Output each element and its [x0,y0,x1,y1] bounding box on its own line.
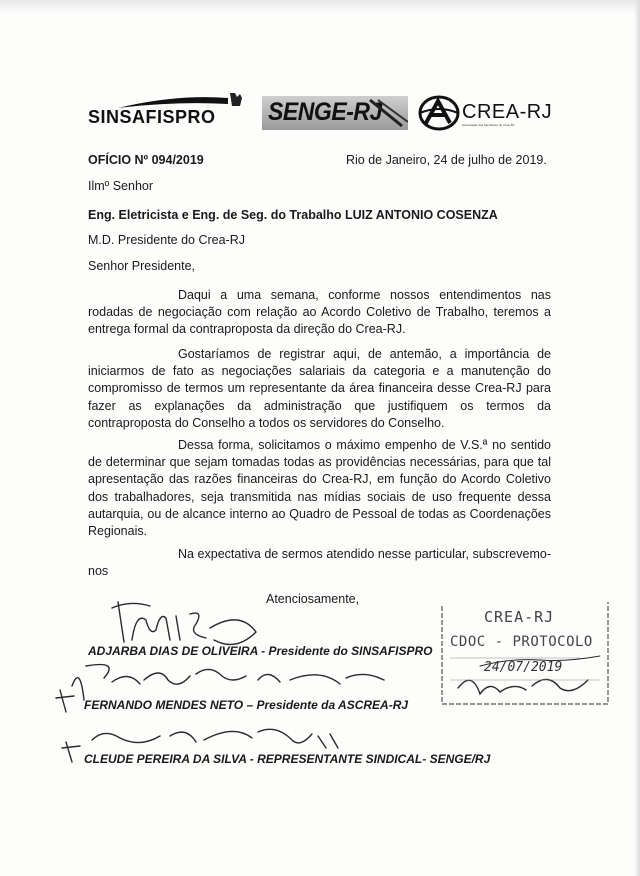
crea-rj-subtitle: Associação dos Servidores do Crea-RJ [462,123,515,127]
stamp-line-1: CREA-RJ [484,608,555,626]
crea-rj-wordmark: CREA-RJ [462,101,553,123]
opening: Senhor Presidente, [88,259,196,273]
paragraph-3: Dessa forma, solicitamos o máximo empenho de V.S.ª no sentido de determinar que sejam tomadas todas as providências necessárias, para que tal apresentação das razões financeiras do Crea-RJ, em função do Acordo Coletivo dos trabalhadores, seja transmitida nas mídias sociais de uso frequente dessa autarquia, ou de alcance interno ao Quadro de Pessoal de todas as Coordenações Regionais. [88,438,551,539]
recipient-role: M.D. Presidente do Crea-RJ [88,233,246,247]
paragraph-4: Na expectativa de sermos atendido nesse particular, subscrevemo-nos [88,547,551,579]
paragraph-2: Gostaríamos de registrar aqui, de antemão, a importância de iniciarmos de fato as negociações salariais da categoria e a manutenção do compromisso de termos um representante da área financeira desse Crea-RJ para fazer as explanações da administração que justifiquem os termos da contraproposta do Conselho a todos os servidores do Conselho. [88,347,551,430]
scan-shadow [0,0,640,14]
paragraph-1: Daqui a uma semana, conforme nossos entendimentos nas rodadas de negociação com relação ao Acordo Coletivo de Trabalho, teremos a entrega formal da contraproposta da direção do Crea-RJ. [88,288,551,337]
senge-rj-wordmark: SENGE-RJ [268,98,382,126]
recipient-name: Eng. Eletricista e Eng. de Seg. do Trabalho LUIZ ANTONIO COSENZA [88,208,498,222]
protocol-stamp [440,598,612,710]
place-date: Rio de Janeiro, 24 de julho de 2019. [346,153,547,167]
stamp-line-2: CDOC - PROTOCOLO [450,634,593,650]
salutation: Ilmº Senhor [88,179,154,193]
signatory-1: ADJARBA DIAS DE OLIVEIRA - Presidente do SINSAFISPRO [88,644,433,658]
signatory-3: CLEUDE PEREIRA DA SILVA - REPRESENTANTE SINDICAL- SENGE/RJ [84,752,491,766]
senge-stripes-icon [262,96,408,130]
scan-edge [634,0,640,876]
stamp-date: 24/07/2019 [484,660,563,675]
crea-emblem-icon [418,95,460,131]
senge-rj-logo [262,96,408,130]
oficio-number: OFÍCIO Nº 094/2019 [88,153,204,167]
closing: Atenciosamente, [266,592,360,606]
sinsafispro-wordmark: SINSAFISPRO [88,107,216,127]
sinsafispro-logo [88,92,248,132]
signatory-2: FERNANDO MENDES NETO – Presidente da ASCREA-RJ [84,698,409,712]
crea-rj-logo [418,95,558,135]
